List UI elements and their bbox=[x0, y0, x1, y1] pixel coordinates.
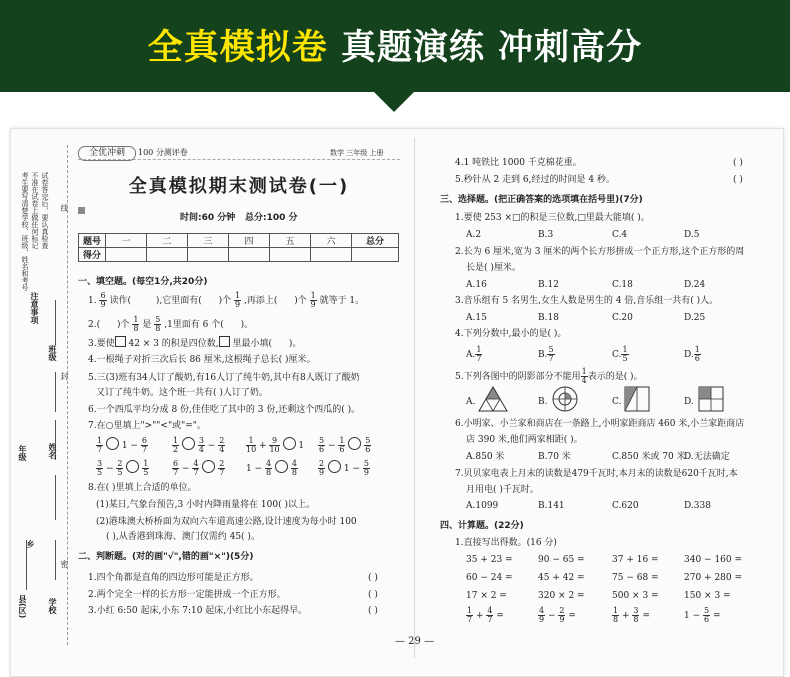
banner-title-part1: 全真模拟卷 bbox=[147, 28, 328, 68]
score-input-cell[interactable] bbox=[311, 248, 352, 262]
compare-circle[interactable] bbox=[328, 460, 341, 473]
choice-option: B.70 米 bbox=[538, 452, 571, 462]
table-cell: 题号 bbox=[79, 234, 106, 248]
question-number: 1. bbox=[88, 296, 97, 306]
score-table-score-row bbox=[79, 248, 399, 262]
notice-line-3: 试卷答完后，要认真检查 bbox=[41, 172, 49, 249]
choice-question-2b: 长是( )厘米。 bbox=[466, 263, 521, 273]
notice-line-1: 考生要写清楚学校、班级、姓名和考号 bbox=[21, 172, 29, 291]
table-cell: 一 bbox=[106, 234, 147, 248]
field-label-grade: 年级 bbox=[18, 445, 27, 461]
choice-question-4: 4.下列分数中,最小的是( )。 bbox=[455, 329, 567, 339]
compare-item: $\frac{6}{7}$ − $\frac{4}{7}$ $\frac{2}{7}$ bbox=[173, 459, 225, 477]
choice-option: A.2 bbox=[466, 230, 482, 240]
blank-box bbox=[115, 336, 126, 347]
choice-option: B.141 bbox=[538, 501, 565, 511]
calc-item: 90 − 65 = bbox=[538, 555, 585, 565]
choice-option: D. bbox=[684, 397, 694, 407]
choice-question-6a: 6.小明家、小兰家和商店在一条路上,小明家距商店 460 米,小兰家距商店 bbox=[455, 419, 745, 429]
compare-item: $\frac{1}{10}$ + $\frac{9}{10}$ 1 bbox=[246, 436, 305, 454]
question-text: 就等于 1。 bbox=[319, 296, 365, 306]
field-line bbox=[55, 540, 56, 580]
question-text: )。 bbox=[240, 320, 254, 330]
choice-option: C.850 米或 70 米 bbox=[612, 452, 686, 462]
choice-option: D. $\frac{1}{6}$ bbox=[684, 345, 700, 363]
compare-item: $\frac{1}{2}$ $\frac{3}{4}$ − $\frac{2}{4}$ bbox=[173, 436, 225, 454]
section1-question-3 bbox=[88, 336, 301, 350]
compare-circle[interactable] bbox=[348, 437, 361, 450]
compare-circle[interactable] bbox=[106, 437, 119, 450]
shaded-circle-figure bbox=[552, 386, 578, 412]
calc-item: 340 − 160 = bbox=[684, 555, 743, 565]
banner-title bbox=[0, 20, 790, 70]
choice-option: C.18 bbox=[612, 280, 633, 290]
compare-circle[interactable] bbox=[275, 460, 288, 473]
choice-option: A.15 bbox=[466, 313, 487, 323]
score-input-cell[interactable] bbox=[147, 248, 188, 262]
field-label-school: 学校 bbox=[48, 598, 57, 614]
section1-heading: 一、填空题。(每空1分,共20分) bbox=[78, 277, 208, 287]
calc-item: 500 × 3 = bbox=[612, 591, 659, 601]
score-table-header-row bbox=[79, 234, 399, 248]
field-label-class: 班级 bbox=[48, 345, 57, 361]
page-number: — 29 — bbox=[395, 636, 435, 647]
calc-item: 75 − 68 = bbox=[612, 573, 659, 583]
cut-mark-line: 线 bbox=[60, 204, 69, 212]
choice-question-5: 5.下列各图中的阴影部分不能用 $\frac{1}{4}$ 表示的是( )。 bbox=[455, 367, 643, 385]
compare-item: $\frac{5}{6}$ − $\frac{1}{6}$ $\frac{5}{6}$ bbox=[319, 436, 371, 454]
fraction: $\frac{6}{9}$ bbox=[100, 291, 106, 309]
field-label-name: 姓名 bbox=[48, 443, 57, 459]
choice-option: A. bbox=[466, 397, 476, 407]
cut-mark-seal: 封 bbox=[60, 372, 69, 380]
table-cell: 得分 bbox=[79, 248, 106, 262]
section3-heading: 三、选择题。(把正确答案的选项填在括号里)(7分) bbox=[440, 195, 643, 205]
question-text: 42 × 3 的积是四位数, bbox=[128, 339, 219, 349]
calc-fraction-item: $\frac{4}{9}$ − $\frac{2}{9}$ = bbox=[539, 606, 576, 624]
calc-fraction-item: $\frac{1}{8}$ + $\frac{3}{8}$ = bbox=[613, 606, 650, 624]
fraction: $\frac{5}{8}$ bbox=[155, 315, 161, 333]
banner-title-part2: 真题演练 冲刺高分 bbox=[341, 28, 643, 68]
question-text: ,1里面有 6 个( bbox=[164, 320, 224, 330]
question-text: ),它里面有( bbox=[155, 296, 202, 306]
field-label-county: 县(区) bbox=[18, 595, 27, 619]
compare-item: $\frac{1}{7}$ 1 − $\frac{6}{7}$ bbox=[97, 436, 147, 454]
fraction: $\frac{1}{9}$ bbox=[234, 291, 241, 309]
judge-answer-paren[interactable]: ( ) bbox=[368, 590, 378, 600]
score-input-cell[interactable] bbox=[229, 248, 270, 262]
choice-question-1: 1.要使 253 ×□的积是三位数,□里最大能填( )。 bbox=[455, 213, 650, 223]
calc-item: 35 + 23 = bbox=[466, 555, 513, 565]
section1-question-5a: 5.三(3)班有34人订了酸奶,有16人订了纯牛奶,其中有8人既订了酸奶 bbox=[88, 373, 360, 383]
brand-logo: 全优冲刺 bbox=[78, 146, 136, 161]
section1-question-8: 8.在( )里填上合适的单位。 bbox=[88, 483, 197, 493]
choice-option: B. $\frac{5}{7}$ bbox=[538, 345, 554, 363]
choice-option: A.16 bbox=[466, 280, 487, 290]
choice-option: A. $\frac{1}{7}$ bbox=[466, 345, 482, 363]
banner-notch bbox=[372, 90, 416, 112]
cut-line bbox=[67, 145, 68, 645]
table-cell: 总分 bbox=[352, 234, 399, 248]
choice-option: C. $\frac{1}{5}$ bbox=[612, 345, 628, 363]
question-text: 读作( bbox=[109, 296, 131, 306]
field-line bbox=[55, 475, 56, 520]
calc-item: 45 + 42 = bbox=[538, 573, 585, 583]
question-text: )个 bbox=[294, 296, 307, 306]
shaded-triangle-figure bbox=[478, 386, 508, 412]
score-input-cell[interactable] bbox=[352, 248, 399, 262]
compare-circle[interactable] bbox=[283, 437, 296, 450]
choice-option: B. bbox=[538, 397, 548, 407]
score-input-cell[interactable] bbox=[188, 248, 229, 262]
calc-fraction-item: 1 − $\frac{5}{6}$ = bbox=[684, 606, 721, 624]
calc-item: 37 + 16 = bbox=[612, 555, 659, 565]
judge-item-1: 1.四个角都是直角的四边形可能是正方形。 bbox=[88, 573, 259, 583]
choice-option: C.4 bbox=[612, 230, 628, 240]
calc-question-1: 1.直接写出得数。(16 分) bbox=[455, 538, 557, 548]
choice-option: D.无法确定 bbox=[684, 452, 730, 462]
question-text: 2.( bbox=[88, 320, 101, 330]
choice-question-6b: 店 390 米,他们两家相距( )。 bbox=[466, 435, 583, 445]
judge-item-4: 4.1 吨铁比 1000 千克棉花重。 bbox=[455, 158, 582, 168]
choice-option: D.5 bbox=[684, 230, 700, 240]
calc-fraction-item: $\frac{1}{7}$ + $\frac{4}{7}$ = bbox=[467, 606, 504, 624]
choice-question-7b: 月用电( )千瓦时。 bbox=[466, 485, 539, 495]
blank-box bbox=[219, 336, 230, 347]
choice-option: D.338 bbox=[684, 501, 711, 511]
compare-item: $\frac{2}{9}$ 1 − $\frac{5}{9}$ bbox=[319, 459, 369, 477]
choice-option: D.25 bbox=[684, 313, 706, 323]
table-cell: 六 bbox=[311, 234, 352, 248]
calc-item: 17 × 2 = bbox=[466, 591, 507, 601]
section1-question-4: 4.一根绳子对折三次后长 86 厘米,这根绳子总长( )厘米。 bbox=[88, 355, 316, 365]
title-square-mark bbox=[78, 207, 85, 214]
calc-item: 270 + 280 = bbox=[684, 573, 743, 583]
score-input-cell[interactable] bbox=[270, 248, 311, 262]
exam-title: 全真模拟期末测试卷(一) bbox=[128, 176, 350, 197]
section2-heading: 二、判断题。(对的画"√",错的画"×")(5分) bbox=[78, 552, 254, 562]
calc-item: 320 × 2 = bbox=[538, 591, 585, 601]
section1-question-2 bbox=[88, 316, 253, 333]
score-input-cell[interactable] bbox=[106, 248, 147, 262]
choice-option: C.620 bbox=[612, 501, 639, 511]
table-cell: 三 bbox=[188, 234, 229, 248]
judge-item-5: 5.秒针从 2 走到 6,经过的时间是 4 秒。 bbox=[455, 175, 615, 185]
table-cell: 五 bbox=[270, 234, 311, 248]
choice-question-2a: 2.长为 6 厘米,宽为 3 厘米的两个长方形拼成一个正方形,这个正方形的周 bbox=[455, 247, 745, 257]
judge-answer-paren[interactable]: ( ) bbox=[368, 606, 378, 616]
choice-option: D.24 bbox=[684, 280, 706, 290]
question-text: 是 bbox=[142, 320, 152, 330]
section1-question-8b: (2)港珠澳大桥桥面为双向六车道高速公路,设计速度为每小时 100 bbox=[96, 517, 357, 527]
section1-question-6: 6.一个西瓜平均分成 8 份,佳佳吃了其中的 3 份,还剩这个西瓜的( )。 bbox=[88, 405, 361, 415]
calc-item: 150 × 3 = bbox=[684, 591, 731, 601]
header-rule bbox=[78, 159, 400, 160]
question-text: )。 bbox=[288, 339, 302, 349]
grade-label: 数学 三年级 上册 bbox=[330, 149, 384, 157]
section1-question-5b: 又订了纯牛奶。这个班一共有( )人订了奶。 bbox=[96, 388, 268, 398]
judge-answer-paren[interactable]: ( ) bbox=[368, 573, 378, 583]
question-text: )个 bbox=[116, 320, 130, 330]
judge-answer-paren[interactable]: ( ) bbox=[733, 158, 743, 168]
section1-question-8c: ( ),从香港到珠海、澳门仅需约 45( )。 bbox=[106, 532, 260, 542]
table-cell: 二 bbox=[147, 234, 188, 248]
judge-item-3: 3.小红 6:50 起床,小东 7:10 起床,小红比小东起得早。 bbox=[88, 606, 308, 616]
section4-heading: 四、计算题。(22分) bbox=[440, 521, 524, 531]
calc-item: 60 − 24 = bbox=[466, 573, 513, 583]
fraction: $\frac{1}{9}$ bbox=[310, 291, 316, 309]
score-label: 总分:100 分 bbox=[245, 213, 298, 223]
judge-item-2: 2.两个完全一样的长方形一定能拼成一个正方形。 bbox=[88, 590, 286, 600]
question-text: )个 bbox=[218, 296, 232, 306]
compare-circle[interactable] bbox=[202, 460, 215, 473]
score-table bbox=[78, 233, 399, 262]
choice-option: C.20 bbox=[612, 313, 633, 323]
choice-question-7a: 7.贝贝家电表上月末的读数是479千瓦时,本月末的读数是620千瓦时,本 bbox=[455, 469, 738, 479]
notice-title: 注意事项 bbox=[30, 292, 39, 324]
choice-question-3: 3.音乐组有 5 名男生,女生人数是男生的 4 倍,音乐组一共有( )人。 bbox=[455, 296, 719, 306]
field-label-town: 乡 bbox=[26, 540, 35, 548]
choice-option: A.850 米 bbox=[466, 452, 505, 462]
question-text: 3.要使 bbox=[88, 339, 115, 349]
question-text: ,再添上( bbox=[243, 296, 278, 306]
choice-option: A.1099 bbox=[466, 501, 499, 511]
choice-option: B.3 bbox=[538, 230, 554, 240]
shaded-grid-figure bbox=[698, 386, 724, 412]
section1-question-8a: (1)某日,气象台预告,3 小时内降雨量将在 100( )以上。 bbox=[96, 500, 315, 510]
compare-circle[interactable] bbox=[182, 437, 195, 450]
choice-option: B.18 bbox=[538, 313, 559, 323]
field-line bbox=[55, 300, 56, 345]
compare-item: $\frac{3}{5}$ − $\frac{2}{5}$ $\frac{1}{5}$ bbox=[97, 459, 149, 477]
judge-answer-paren[interactable]: ( ) bbox=[733, 175, 743, 185]
section1-question-7: 7.在○里填上">""<"或"="。 bbox=[88, 421, 206, 431]
fraction: $\frac{1}{8}$ bbox=[133, 315, 139, 333]
field-line bbox=[55, 372, 56, 412]
table-cell: 四 bbox=[229, 234, 270, 248]
time-label: 时间:60 分钟 bbox=[180, 213, 236, 223]
cut-mark-secret: 密 bbox=[60, 560, 69, 568]
question-text: 里最小填( bbox=[232, 339, 273, 349]
notice-line-2: 不准在试卷上做任何标记 bbox=[31, 172, 39, 249]
shaded-square-figure bbox=[624, 386, 650, 412]
choice-option: C. bbox=[612, 397, 622, 407]
compare-circle[interactable] bbox=[126, 460, 139, 473]
choice-option: B.12 bbox=[538, 280, 559, 290]
section1-question-1 bbox=[88, 292, 364, 309]
column-divider bbox=[414, 138, 415, 658]
compare-item: 1 − $\frac{4}{8}$ $\frac{4}{8}$ bbox=[246, 459, 297, 477]
brand-subtitle: 100 分测评卷 bbox=[138, 148, 188, 157]
